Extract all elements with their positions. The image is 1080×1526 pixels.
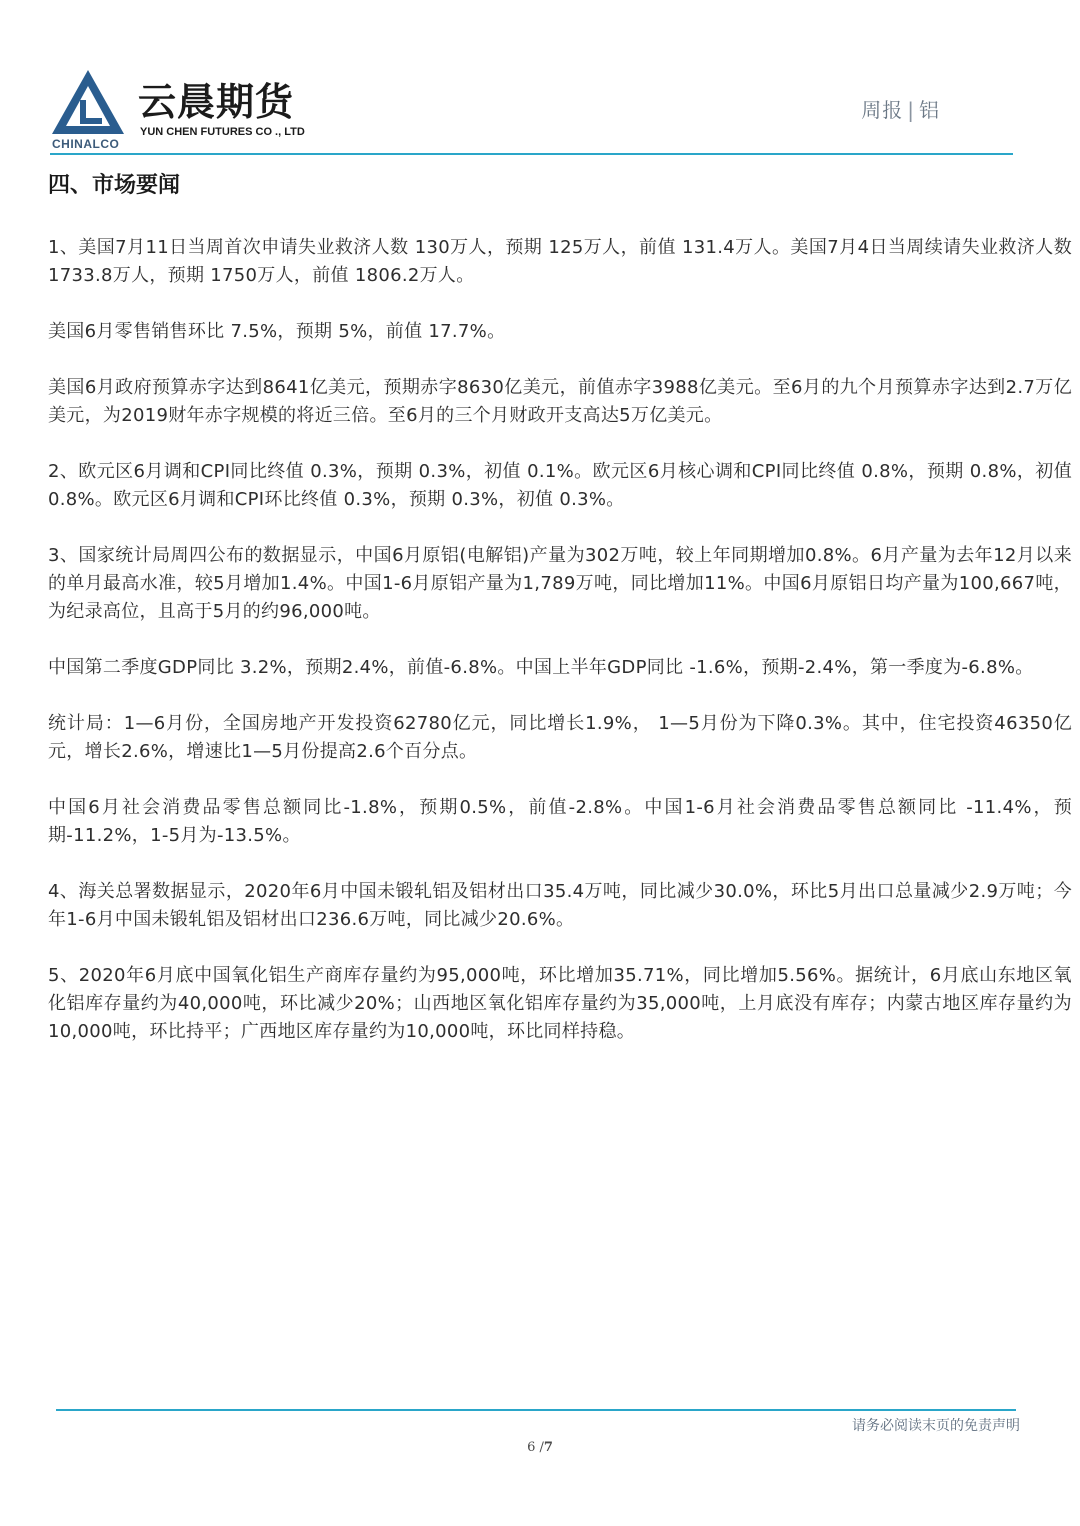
footer-divider (56, 1409, 1016, 1411)
section-title: 四、市场要闻 (48, 173, 181, 198)
disclaimer-text: 请务必阅读末页的免责声明 (852, 1418, 1020, 1434)
news-paragraph: 美国6月零售销售环比 7.5%，预期 5%，前值 17.7%。 (48, 321, 506, 342)
page-current: 6 (527, 1440, 536, 1455)
header-divider (50, 153, 1013, 155)
page-number (0, 1440, 1080, 1455)
news-paragraph: 1、美国7月11日当周首次申请失业救济人数 130万人，预期 125万人，前值 131.4万人。美国7月4日当周续请失业救济人数 1733.8万人，预期 1750万人，前值 1806.2万人。 (48, 237, 1072, 286)
news-paragraph: 2、欧元区6月调和CPI同比终值 0.3%，预期 0.3%，初值 0.1%。欧元区6月核心调和CPI同比终值 0.8%，预期 0.8%，初值 0.8%。欧元区6月调和CPI环比终值 0.3%，预期 0.3%，初值 0.3%。 (48, 461, 1072, 510)
news-paragraph: 统计局：1—6月份，全国房地产开发投资62780亿元，同比增长1.9%， 1—5月份为下降0.3%。其中，住宅投资46350亿元，增长2.6%，增速比1—5月份提高2.6个百分点。 (48, 713, 1072, 762)
page-separator: / (539, 1440, 544, 1455)
news-paragraph: 中国第二季度GDP同比 3.2%，预期2.4%，前值-6.8%。中国上半年GDP同比 -1.6%，预期-2.4%，第一季度为-6.8%。 (48, 657, 1034, 678)
page-header (0, 0, 1080, 160)
page-total: 7 (543, 1440, 553, 1455)
chinalco-label: CHINALCO (52, 137, 120, 151)
report-tag (861, 94, 940, 123)
news-paragraph: 中国6月社会消费品零售总额同比-1.8%，预期0.5%，前值-2.8%。中国1-6月社会消费品零售总额同比 -11.4%，预期-11.2%，1-5月为-13.5%。 (48, 797, 1072, 846)
news-content (48, 234, 1072, 1074)
news-paragraph: 3、国家统计局周四公布的数据显示，中国6月原铝(电解铝)产量为302万吨，较上年同期增加0.8%。6月产量为去年12月以来的单月最高水准，较5月增加1.4%。中国1-6月原铝产量为1,789万吨，同比增加11%。中国6月原铝日均产量为100,667吨，为纪录高位，且高于5月的约96,000吨。 (48, 545, 1072, 622)
company-name-en: YUN CHEN FUTURES CO ., LTD (140, 126, 305, 138)
report-type: 周报 (861, 98, 904, 122)
news-paragraph: 5、2020年6月底中国氧化铝生产商库存量约为95,000吨，环比增加35.71%，同比增加5.56%。据统计，6月底山东地区氧化铝库存量约为40,000吨，环比减少20%；山西地区氧化铝库存量约为35,000吨，上月底没有库存；内蒙古地区库存量约为10,000吨，环比持平；广西地区库存量约为10,000吨，环比同样持稳。 (48, 965, 1072, 1042)
news-paragraph: 4、海关总署数据显示，2020年6月中国未锻轧铝及铝材出口35.4万吨，同比减少30.0%，环比5月出口总量减少2.9万吨；今年1-6月中国未锻轧铝及铝材出口236.6万吨，同比减少20.6%。 (48, 881, 1072, 930)
report-topic: 铝 (919, 98, 940, 122)
chinalco-logo-icon (50, 68, 126, 136)
report-separator: | (907, 98, 915, 122)
news-paragraph: 美国6月政府预算赤字达到8641亿美元，预期赤字8630亿美元，前值赤字3988亿美元。至6月的九个月预算赤字达到2.7万亿美元，为2019财年赤字规模的将近三倍。至6月的三个月财政开支高达5万亿美元。 (48, 377, 1072, 426)
company-name-cn: 云晨期货 (138, 80, 295, 124)
